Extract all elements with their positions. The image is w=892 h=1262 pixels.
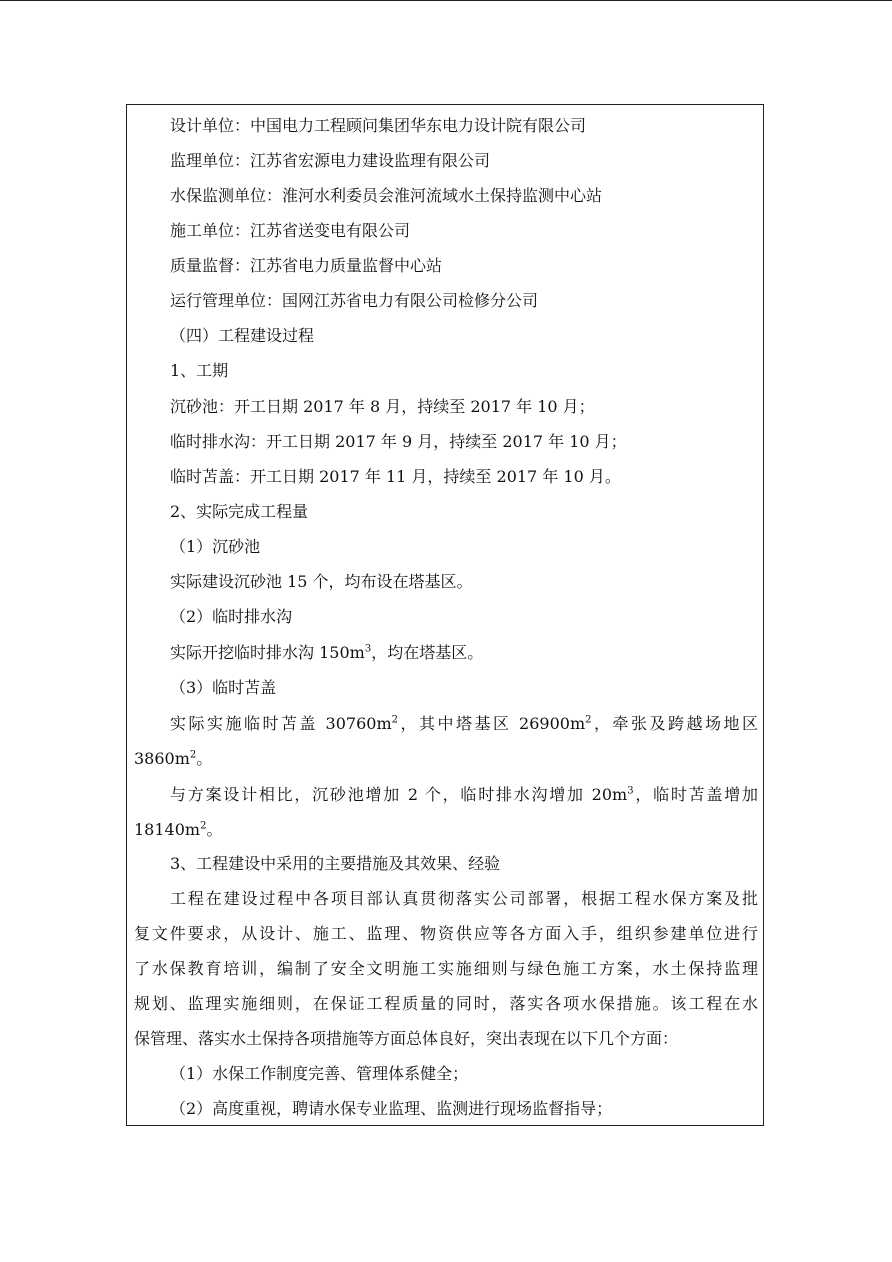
point-1: （1）水保工作制度完善、管理体系健全； bbox=[170, 1064, 469, 1083]
covering-text-line2: $3860m^2$。 bbox=[134, 749, 213, 768]
supervision-unit-line: 监理单位：江苏省宏源电力建设监理有限公司 bbox=[170, 151, 491, 170]
period-heading: 1、工期 bbox=[170, 361, 229, 380]
measures-para-line5: 保管理、落实水土保持各项措施等方面总体良好，突出表现在以下几个方面： bbox=[134, 1029, 679, 1048]
design-unit-line: 设计单位：中国电力工程顾问集团华东电力设计院有限公司 bbox=[170, 116, 587, 135]
comparison-line1: 与方案设计相比，沉砂池增加 2 个，临时排水沟增加 $20m^3$，临时苫盖增加 bbox=[170, 785, 758, 804]
measures-heading: 3、工程建设中采用的主要措施及其效果、经验 bbox=[170, 854, 501, 873]
construction-unit-line: 施工单位：江苏省送变电有限公司 bbox=[170, 221, 411, 240]
period-line-covering: 临时苫盖：开工日期 2017 年 11 月，持续至 2017 年 10 月。 bbox=[170, 467, 621, 486]
drainage-text: 实际开挖临时排水沟 $150m^3$，均在塔基区。 bbox=[170, 643, 484, 662]
sedimentation-text: 实际建设沉砂池 15 个，均布设在塔基区。 bbox=[170, 572, 473, 591]
covering-text-line1: 实际实施临时苫盖 $30760m^2$，其中塔基区 $26900m^2$，牵张及跨越场地区 bbox=[170, 714, 758, 733]
quality-supervision-line: 质量监督：江苏省电力质量监督中心站 bbox=[170, 256, 443, 275]
period-line-sedimentation: 沉砂池：开工日期 2017 年 8 月，持续至 2017 年 10 月； bbox=[170, 397, 595, 416]
measures-para-line2: 复文件要求，从设计、施工、监理、物资供应等各方面入手，组织参建单位进行 bbox=[134, 924, 758, 943]
measures-para-line3: 了水保教育培训，编制了安全文明施工实施细则与绿色施工方案，水土保持监理 bbox=[134, 959, 758, 978]
section-heading: （四）工程建设过程 bbox=[170, 326, 315, 345]
point-2: （2）高度重视，聘请水保专业监理、监测进行现场监督指导； bbox=[170, 1099, 613, 1118]
operation-unit-line: 运行管理单位：国网江苏省电力有限公司检修分公司 bbox=[170, 291, 539, 310]
page-top-rule bbox=[0, 0, 892, 1]
measures-para-line4: 规划、监理实施细则，在保证工程质量的同时，落实各项水保措施。该工程在水 bbox=[134, 994, 758, 1013]
sedimentation-title: （1）沉砂池 bbox=[170, 537, 261, 556]
covering-title: （3）临时苫盖 bbox=[170, 678, 277, 697]
measures-para-line1: 工程在建设过程中各项目部认真贯彻落实公司部署，根据工程水保方案及批 bbox=[170, 889, 758, 908]
drainage-title: （2）临时排水沟 bbox=[170, 607, 293, 626]
monitoring-unit-line: 水保监测单位：淮河水利委员会淮河流域水土保持监测中心站 bbox=[170, 186, 603, 205]
comparison-line2: $18140m^2$。 bbox=[134, 820, 223, 839]
quantity-heading: 2、实际完成工程量 bbox=[170, 502, 309, 521]
period-line-drainage: 临时排水沟：开工日期 2017 年 9 月，持续至 2017 年 10 月； bbox=[170, 432, 627, 451]
